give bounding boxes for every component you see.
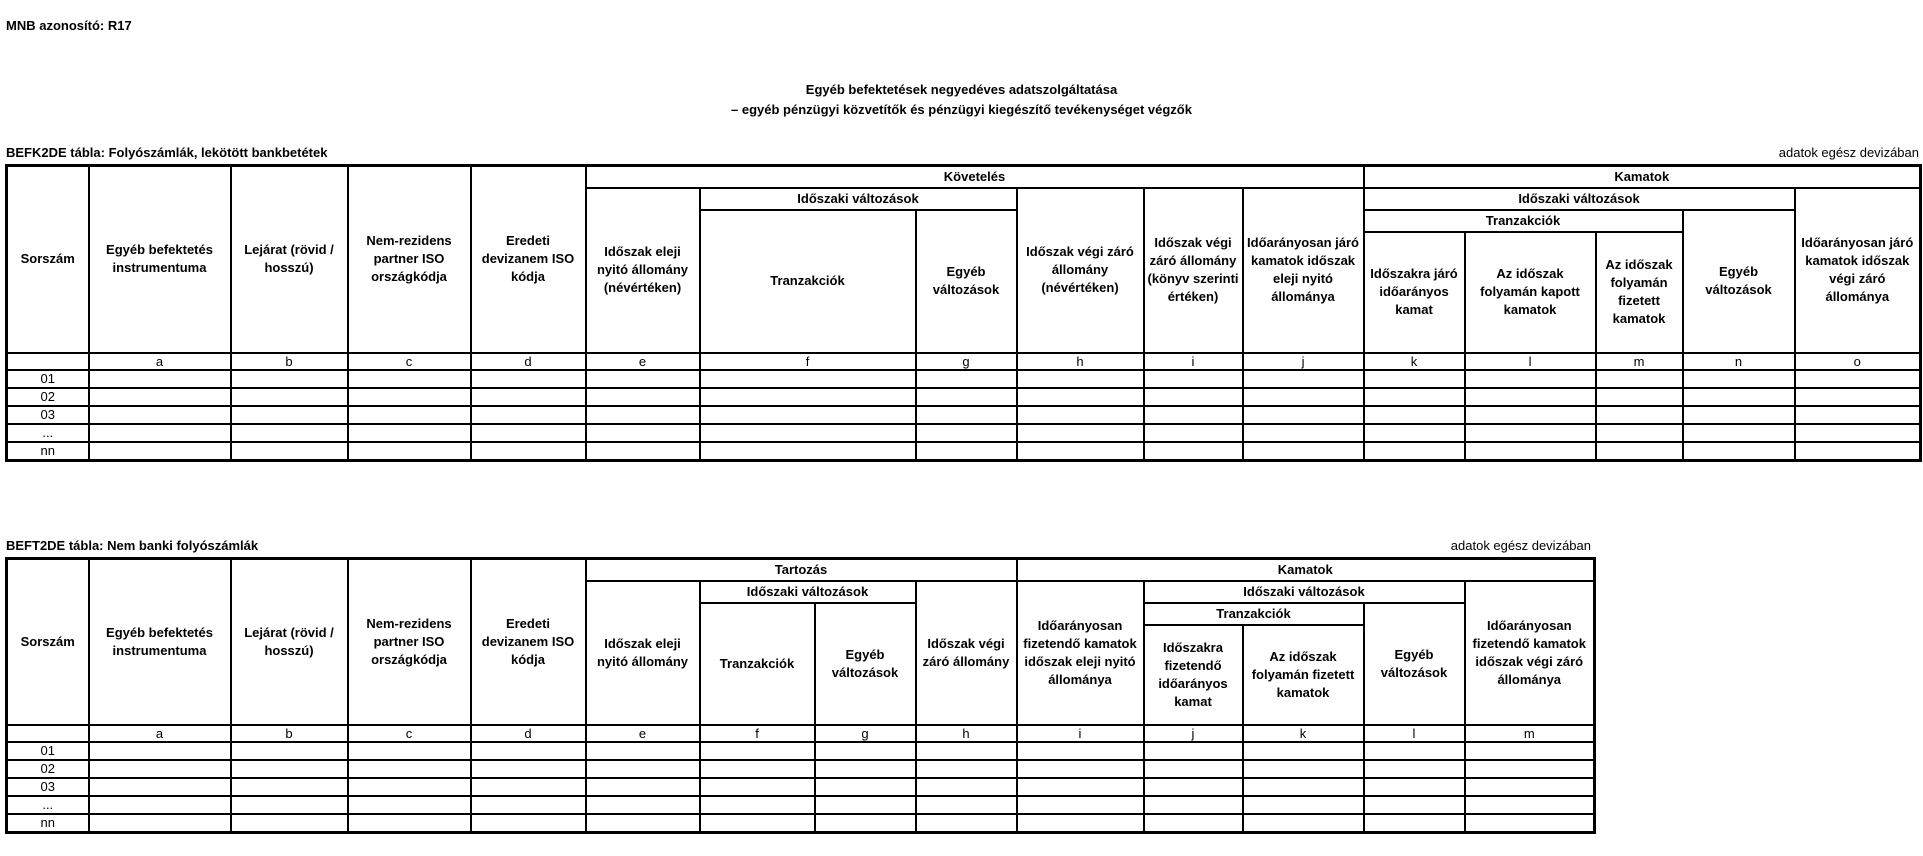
table-cell[interactable]: [348, 424, 471, 442]
table-cell[interactable]: [471, 760, 586, 778]
table-cell[interactable]: [231, 442, 348, 461]
letter-blank: [7, 725, 89, 742]
t2-header-opening: Időszak eleji nyitó állomány: [586, 581, 700, 725]
table-cell[interactable]: [1243, 406, 1364, 424]
table-cell[interactable]: [1243, 814, 1364, 833]
table-row: [7, 814, 1595, 833]
table-cell[interactable]: [471, 442, 586, 461]
table-cell[interactable]: [1795, 370, 1921, 388]
table-cell[interactable]: [700, 778, 815, 796]
column-letter: j: [1243, 353, 1364, 370]
t1-header-currency: Eredeti devizanem ISO kódja: [471, 166, 586, 353]
table-cell[interactable]: [1364, 814, 1465, 833]
table-cell[interactable]: [1017, 424, 1144, 442]
table-cell[interactable]: [1795, 442, 1921, 461]
table-cell[interactable]: [916, 742, 1017, 760]
table-cell[interactable]: [916, 424, 1017, 442]
column-letter: o: [1795, 353, 1921, 370]
table-cell[interactable]: [1017, 388, 1144, 406]
table-cell[interactable]: [348, 814, 471, 833]
t2-header-currency: Eredeti devizanem ISO kódja: [471, 559, 586, 725]
table-cell[interactable]: [1144, 778, 1243, 796]
row-number: 03: [7, 406, 89, 424]
table-cell[interactable]: [700, 424, 916, 442]
table-cell[interactable]: [471, 370, 586, 388]
t1-header-interest-group: Kamatok: [1364, 166, 1921, 188]
table-cell[interactable]: [1596, 442, 1683, 461]
table-cell[interactable]: [586, 424, 700, 442]
table-cell[interactable]: [1683, 388, 1795, 406]
t1-header-interest-paid: Az időszak folyamán fizetett kamatok: [1596, 232, 1683, 353]
table-cell[interactable]: [916, 796, 1017, 814]
table-row: [7, 796, 1595, 814]
row-number: ...: [7, 796, 89, 814]
column-letter: i: [1017, 725, 1144, 742]
table-cell[interactable]: [1144, 406, 1243, 424]
table-cell[interactable]: [815, 814, 916, 833]
table-cell[interactable]: [348, 370, 471, 388]
table-row: [7, 424, 1921, 442]
table-cell[interactable]: [586, 370, 700, 388]
table1-caption: BEFK2DE tábla: Folyószámlák, lekötött bankbetétek: [6, 145, 328, 160]
row-number: 02: [7, 760, 89, 778]
column-letter: m: [1596, 353, 1683, 370]
table-cell[interactable]: [1364, 796, 1465, 814]
table-cell[interactable]: [586, 760, 700, 778]
column-letter: m: [1465, 725, 1595, 742]
table-cell[interactable]: [1465, 424, 1596, 442]
t1-header-interest-opening: Időarányosan járó kamatok időszak eleji nyitó állománya: [1243, 188, 1364, 353]
t1-header-instrument: Egyéb befektetés instrumentuma: [89, 166, 231, 353]
table-cell[interactable]: [1243, 370, 1364, 388]
table-cell[interactable]: [348, 388, 471, 406]
table-cell[interactable]: [471, 778, 586, 796]
table-cell[interactable]: [1017, 778, 1144, 796]
table-cell[interactable]: [700, 370, 916, 388]
table-cell[interactable]: [1364, 406, 1465, 424]
row-number: 01: [7, 370, 89, 388]
t1-header-closing-book: Időszak végi záró állomány (könyv szerinti értéken): [1144, 188, 1243, 353]
table-cell[interactable]: [471, 742, 586, 760]
column-letter: l: [1364, 725, 1465, 742]
t1-header-sorszam: Sorszám: [7, 166, 89, 353]
table-cell[interactable]: [916, 760, 1017, 778]
t2-header-maturity: Lejárat (rövid / hosszú): [231, 559, 348, 725]
table-cell[interactable]: [1243, 742, 1364, 760]
t2-header-instrument: Egyéb befektetés instrumentuma: [89, 559, 231, 725]
table-cell[interactable]: [89, 778, 231, 796]
table-cell[interactable]: [1683, 406, 1795, 424]
table-cell[interactable]: [1364, 760, 1465, 778]
table-cell[interactable]: [1017, 406, 1144, 424]
table-row: [7, 778, 1595, 796]
table-cell[interactable]: [916, 814, 1017, 833]
table-cell[interactable]: [1144, 760, 1243, 778]
table-cell[interactable]: [231, 370, 348, 388]
t1-header-interest-received: Az időszak folyamán kapott kamatok: [1465, 232, 1596, 353]
table-cell[interactable]: [1017, 742, 1144, 760]
table-cell[interactable]: [89, 742, 231, 760]
t2-header-transactions: Tranzakciók: [700, 603, 815, 725]
table-cell[interactable]: [1596, 388, 1683, 406]
table-cell[interactable]: [471, 406, 586, 424]
t2-header-closing: Időszak végi záró állomány: [916, 581, 1017, 725]
t2-header-debt-group: Tartozás: [586, 559, 1017, 581]
table-cell[interactable]: [89, 442, 231, 461]
table-cell[interactable]: [916, 778, 1017, 796]
table-cell[interactable]: [916, 442, 1017, 461]
row-number: ...: [7, 424, 89, 442]
page-title-line-1: Egyéb befektetések negyedéves adatszolgáltatása: [805, 82, 1118, 97]
table-cell[interactable]: [1364, 370, 1465, 388]
column-letter: i: [1144, 353, 1243, 370]
table-cell[interactable]: [1017, 370, 1144, 388]
table-cell[interactable]: [700, 388, 916, 406]
table-cell[interactable]: [586, 778, 700, 796]
t2-header-other-changes: Egyéb változások: [815, 603, 916, 725]
t1-header-interest-transactions: Tranzakciók: [1364, 210, 1683, 232]
column-letter: a: [89, 725, 231, 742]
column-letter: b: [231, 353, 348, 370]
table-cell[interactable]: [916, 406, 1017, 424]
table-cell[interactable]: [231, 388, 348, 406]
row-number: nn: [7, 814, 89, 833]
table-cell[interactable]: [1364, 388, 1465, 406]
table-cell[interactable]: [1465, 778, 1595, 796]
table-cell[interactable]: [1243, 778, 1364, 796]
column-letter: d: [471, 725, 586, 742]
row-number: 01: [7, 742, 89, 760]
t2-header-interest-transactions: Tranzakciók: [1144, 603, 1364, 625]
t2-header-interest-paid: Az időszak folyamán fizetett kamatok: [1243, 625, 1364, 725]
table-cell[interactable]: [700, 814, 815, 833]
table-cell[interactable]: [1465, 814, 1595, 833]
t2-header-interest-closing: Időarányosan fizetendő kamatok időszak végi záró állománya: [1465, 581, 1595, 725]
column-letter: d: [471, 353, 586, 370]
t2-header-interest-accrued: Időszakra fizetendő időarányos kamat: [1144, 625, 1243, 725]
table-cell[interactable]: [1465, 388, 1596, 406]
t2-header-interest-opening: Időarányosan fizetendő kamatok időszak eleji nyitó állománya: [1017, 581, 1144, 725]
t1-header-closing-nominal: Időszak végi záró állomány (névértéken): [1017, 188, 1144, 353]
table-cell[interactable]: [1596, 406, 1683, 424]
column-letter: j: [1144, 725, 1243, 742]
t1-header-maturity: Lejárat (rövid / hosszú): [231, 166, 348, 353]
table-cell[interactable]: [1144, 796, 1243, 814]
row-number: nn: [7, 442, 89, 461]
beft2de-table: [5, 557, 1596, 834]
table-cell[interactable]: [1364, 778, 1465, 796]
table-cell[interactable]: [586, 406, 700, 424]
table-cell[interactable]: [471, 814, 586, 833]
table-cell[interactable]: [348, 796, 471, 814]
column-letter: b: [231, 725, 348, 742]
table-row: [7, 742, 1595, 760]
t1-header-opening: Időszak eleji nyitó állomány (névértéken): [586, 188, 700, 353]
table-cell[interactable]: [1795, 388, 1921, 406]
t1-letter-row: [7, 353, 1921, 370]
t1-header-claim-group: Követelés: [586, 166, 1364, 188]
table-row: [7, 760, 1595, 778]
column-letter: c: [348, 725, 471, 742]
table-cell[interactable]: [815, 742, 916, 760]
t2-letter-row: [7, 725, 1595, 742]
table-cell[interactable]: [471, 424, 586, 442]
column-letter: h: [1017, 353, 1144, 370]
column-letter: a: [89, 353, 231, 370]
t1-header-period-changes: Időszaki változások: [700, 188, 1017, 210]
table-cell[interactable]: [1596, 370, 1683, 388]
table-cell[interactable]: [1017, 814, 1144, 833]
table-cell[interactable]: [1243, 388, 1364, 406]
t2-header-interest-period-changes: Időszaki változások: [1144, 581, 1465, 603]
table-cell[interactable]: [1465, 760, 1595, 778]
t1-header-interest-other: Egyéb változások: [1683, 210, 1795, 353]
table-cell[interactable]: [1465, 742, 1595, 760]
table-cell[interactable]: [815, 760, 916, 778]
table2-caption: BEFT2DE tábla: Nem banki folyószámlák: [6, 538, 259, 553]
t1-header-interest-closing: Időarányosan járó kamatok időszak végi záró állománya: [1795, 188, 1921, 353]
table-cell[interactable]: [1017, 796, 1144, 814]
column-letter: g: [916, 353, 1017, 370]
table-cell[interactable]: [89, 424, 231, 442]
t2-header-interest-group: Kamatok: [1017, 559, 1595, 581]
table-cell[interactable]: [1364, 442, 1465, 461]
column-letter: f: [700, 725, 815, 742]
table-cell[interactable]: [471, 388, 586, 406]
column-letter: n: [1683, 353, 1795, 370]
table-cell[interactable]: [89, 388, 231, 406]
table-cell[interactable]: [1243, 424, 1364, 442]
table-cell[interactable]: [1144, 424, 1243, 442]
table-cell[interactable]: [815, 778, 916, 796]
table-cell[interactable]: [700, 442, 916, 461]
table-cell[interactable]: [1596, 424, 1683, 442]
table-cell[interactable]: [815, 796, 916, 814]
table-cell[interactable]: [1017, 442, 1144, 461]
t1-header-interest-accrued: Időszakra járó időarányos kamat: [1364, 232, 1465, 353]
table-cell[interactable]: [348, 406, 471, 424]
table-cell[interactable]: [916, 370, 1017, 388]
table-cell[interactable]: [231, 796, 348, 814]
table-cell[interactable]: [89, 370, 231, 388]
row-number: 03: [7, 778, 89, 796]
table-cell[interactable]: [1465, 406, 1596, 424]
table2-unit-note: adatok egész devizában: [1450, 538, 1591, 553]
table-cell[interactable]: [1683, 370, 1795, 388]
column-letter: f: [700, 353, 916, 370]
table-row: [7, 406, 1921, 424]
table-cell[interactable]: [1144, 742, 1243, 760]
table-cell[interactable]: [231, 760, 348, 778]
column-letter: g: [815, 725, 916, 742]
table-cell[interactable]: [348, 442, 471, 461]
table1-unit-note: adatok egész devizában: [1778, 145, 1919, 160]
table-cell[interactable]: [1243, 442, 1364, 461]
mnb-identifier: MNB azonosító: R17: [6, 18, 132, 33]
table-cell[interactable]: [1144, 442, 1243, 461]
table-cell[interactable]: [1795, 424, 1921, 442]
t2-header-partner: Nem-rezidens partner ISO országkódja: [348, 559, 471, 725]
column-letter: l: [1465, 353, 1596, 370]
table-cell[interactable]: [586, 742, 700, 760]
table-cell[interactable]: [700, 742, 815, 760]
table-cell[interactable]: [1144, 814, 1243, 833]
column-letter: k: [1243, 725, 1364, 742]
table-cell[interactable]: [1243, 760, 1364, 778]
letter-blank: [7, 353, 89, 370]
table-cell[interactable]: [1364, 424, 1465, 442]
table-cell[interactable]: [916, 388, 1017, 406]
row-number: 02: [7, 388, 89, 406]
column-letter: e: [586, 725, 700, 742]
column-letter: k: [1364, 353, 1465, 370]
table-cell[interactable]: [471, 796, 586, 814]
column-letter: c: [348, 353, 471, 370]
table-cell[interactable]: [89, 760, 231, 778]
t1-header-transactions: Tranzakciók: [700, 210, 916, 353]
table-row: [7, 388, 1921, 406]
table-cell[interactable]: [348, 742, 471, 760]
table-cell[interactable]: [1465, 370, 1596, 388]
table-row: [7, 370, 1921, 388]
table-cell[interactable]: [1364, 742, 1465, 760]
t2-header-period-changes: Időszaki változások: [700, 581, 916, 603]
table-cell[interactable]: [1243, 796, 1364, 814]
table-cell[interactable]: [231, 424, 348, 442]
t1-header-interest-period-changes: Időszaki változások: [1364, 188, 1795, 210]
table-cell[interactable]: [700, 760, 815, 778]
t1-header-other-changes: Egyéb változások: [916, 210, 1017, 353]
table-cell[interactable]: [586, 442, 700, 461]
table-cell[interactable]: [1144, 370, 1243, 388]
t2-header-sorszam: Sorszám: [7, 559, 89, 725]
table-cell[interactable]: [348, 760, 471, 778]
t1-header-partner: Nem-rezidens partner ISO országkódja: [348, 166, 471, 353]
table-cell[interactable]: [1683, 442, 1795, 461]
table-cell[interactable]: [1465, 442, 1596, 461]
table-cell[interactable]: [89, 814, 231, 833]
page-title-line-2: – egyéb pénzügyi közvetítők és pénzügyi kiegészítő tevékenységet végzők: [731, 102, 1192, 117]
table-cell[interactable]: [700, 796, 815, 814]
table-cell[interactable]: [1465, 796, 1595, 814]
table-cell[interactable]: [231, 778, 348, 796]
t2-header-interest-other: Egyéb változások: [1364, 603, 1465, 725]
table-cell[interactable]: [231, 406, 348, 424]
table-cell[interactable]: [89, 406, 231, 424]
table-cell[interactable]: [586, 814, 700, 833]
table-cell[interactable]: [231, 814, 348, 833]
table-cell[interactable]: [231, 742, 348, 760]
table-cell[interactable]: [89, 796, 231, 814]
table-row: [7, 442, 1921, 461]
table-cell[interactable]: [700, 406, 916, 424]
column-letter: e: [586, 353, 700, 370]
table-cell[interactable]: [1144, 388, 1243, 406]
table-cell[interactable]: [1795, 406, 1921, 424]
table-cell[interactable]: [348, 778, 471, 796]
column-letter: h: [916, 725, 1017, 742]
table-cell[interactable]: [586, 796, 700, 814]
befk2de-table: [5, 164, 1922, 462]
table-cell[interactable]: [586, 388, 700, 406]
table-cell[interactable]: [1017, 760, 1144, 778]
table-cell[interactable]: [1683, 424, 1795, 442]
